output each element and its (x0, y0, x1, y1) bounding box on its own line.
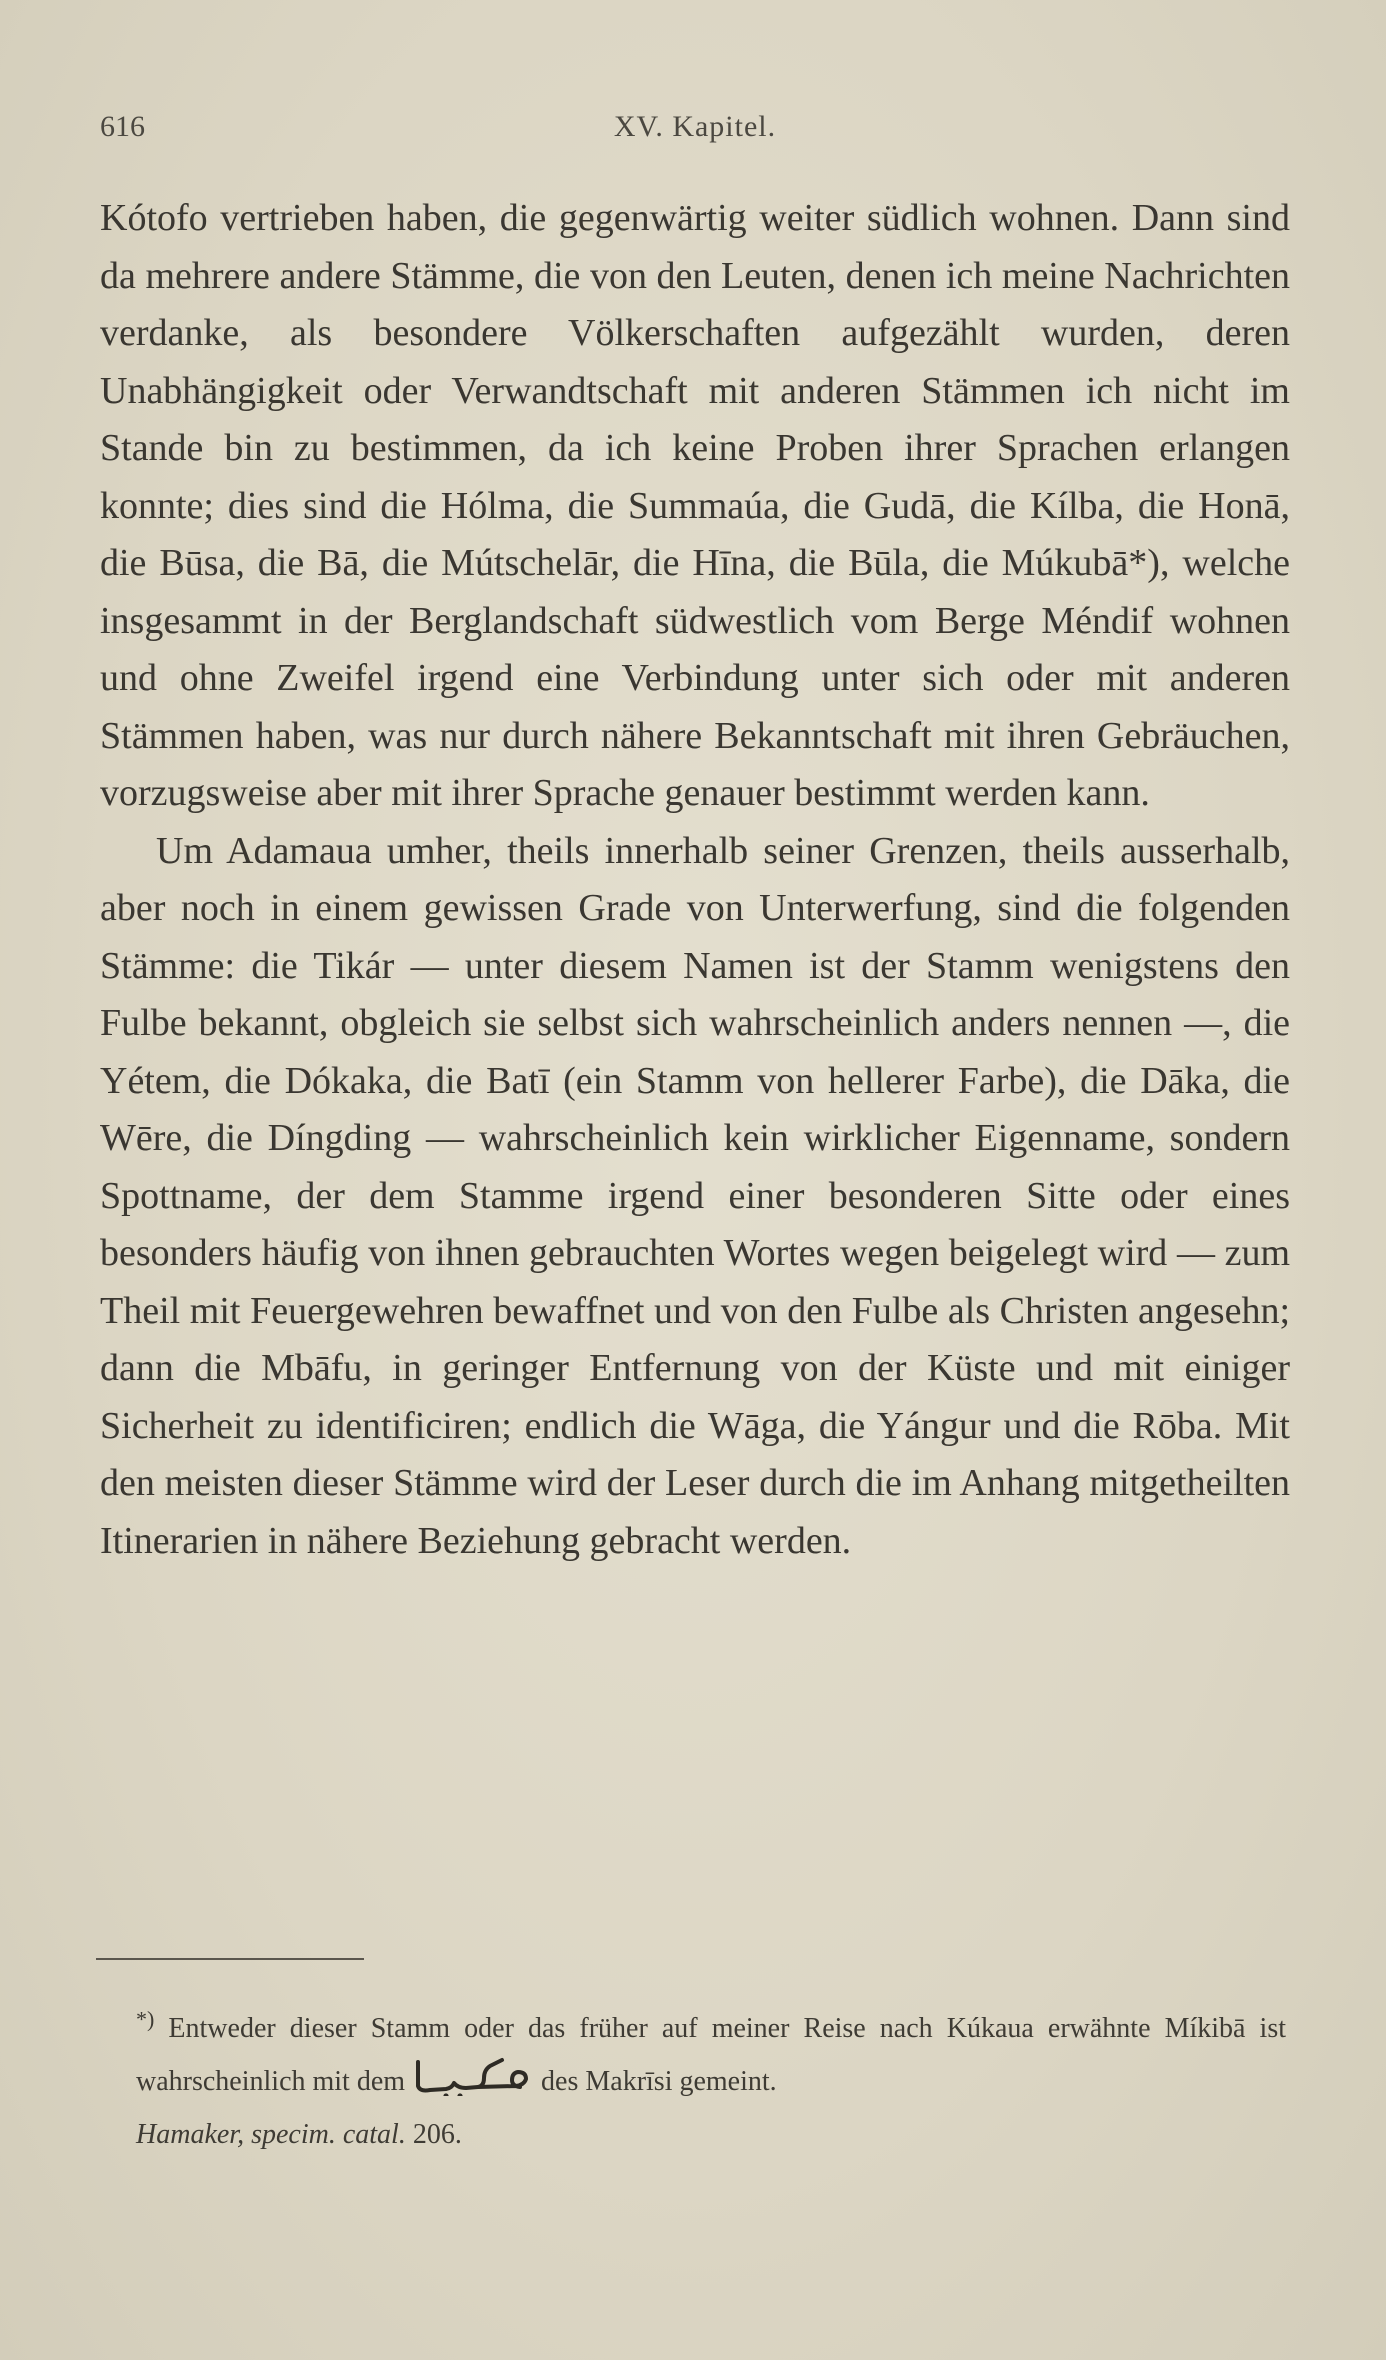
footnote-text-before: Entweder dieser Stamm oder das früher auf meiner Reise nach Kúkaua erwähnte Míkibā ist wahrscheinlich mit dem (136, 2013, 1287, 2097)
paragraph-1: Kótofo vertrieben haben, die gegenwärtig weiter südlich wohnen. Dann sind da mehrere andere Stämme, die von den Leuten, denen ich meine Nachrichten verdanke, als besondere Völkerschaften aufgezählt wurden, deren Unabhängigkeit oder Verwandtschaft mit anderen Stämmen ich nicht im Stande bin zu bestimmen, da ich keine Proben ihrer Sprachen erlangen konnte; dies sind die Hólma, die Summaúa, die Gudā, die Kílba, die Honā, die Būsa, die Bā, die Mútschelār, die Hīna, die Būla, die Múkubā*), welche insgesammt in der Berglandschaft südwestlich vom Berge Méndif wohnen und ohne Zweifel irgend eine Verbindung unter sich oder mit anderen Stämmen haben, was nur durch nähere Bekanntschaft mit ihren Gebräuchen, vorzugsweise aber mit ihrer Sprache genauer bestimmt werden kann. (100, 197, 1290, 814)
main-text (100, 190, 1290, 1570)
page-header (100, 110, 1290, 154)
footnote (96, 2002, 1286, 2161)
arabic-word-makiba (412, 2056, 534, 2096)
footnote-divider (96, 1958, 364, 1960)
running-head: XV. Kapitel. (613, 110, 777, 143)
footnote-text-after: des Makrīsi gemeint. (541, 2066, 777, 2097)
footnote-citation-page: 206. (412, 2119, 462, 2150)
footnote-paragraph (96, 2002, 1286, 2161)
paragraph-2: Um Adamaua umher, theils innerhalb seiner Grenzen, theils ausserhalb, aber noch in einem gewissen Grade von Unterwerfung, sind die folgenden Stämme: die Tikár — unter diesem Namen ist der Stamm wenigstens den Fulbe bekannt, obgleich sie selbst sich wahrscheinlich anders nennen —, die Yétem, die Dókaka, die Batī (ein Stamm von hellerer Farbe), die Dāka, die Wēre, die Díngding — wahrscheinlich kein wirklicher Eigenname, sondern Spottname, der dem Stamme irgend einer besonderen Sitte oder eines besonders häufig von ihnen gebrauchten Wortes wegen beigelegt wird — zum Theil mit Feuergewehren bewaffnet und von den Fulbe als Christen angesehn; dann die Mbāfu, in geringer Entfernung von der Küste und mit einiger Sicherheit zu identificiren; endlich die Wāga, die Yángur und die Rōba. Mit den meisten dieser Stämme wird der Leser durch die im Anhang mitgetheilten Itinerarien in nähere Beziehung gebracht werden. (100, 829, 1290, 1562)
footnote-marker: *) (136, 2006, 155, 2032)
footnote-citation: Hamaker, specim. catal. (136, 2119, 406, 2150)
page-number: 616 (100, 110, 145, 143)
